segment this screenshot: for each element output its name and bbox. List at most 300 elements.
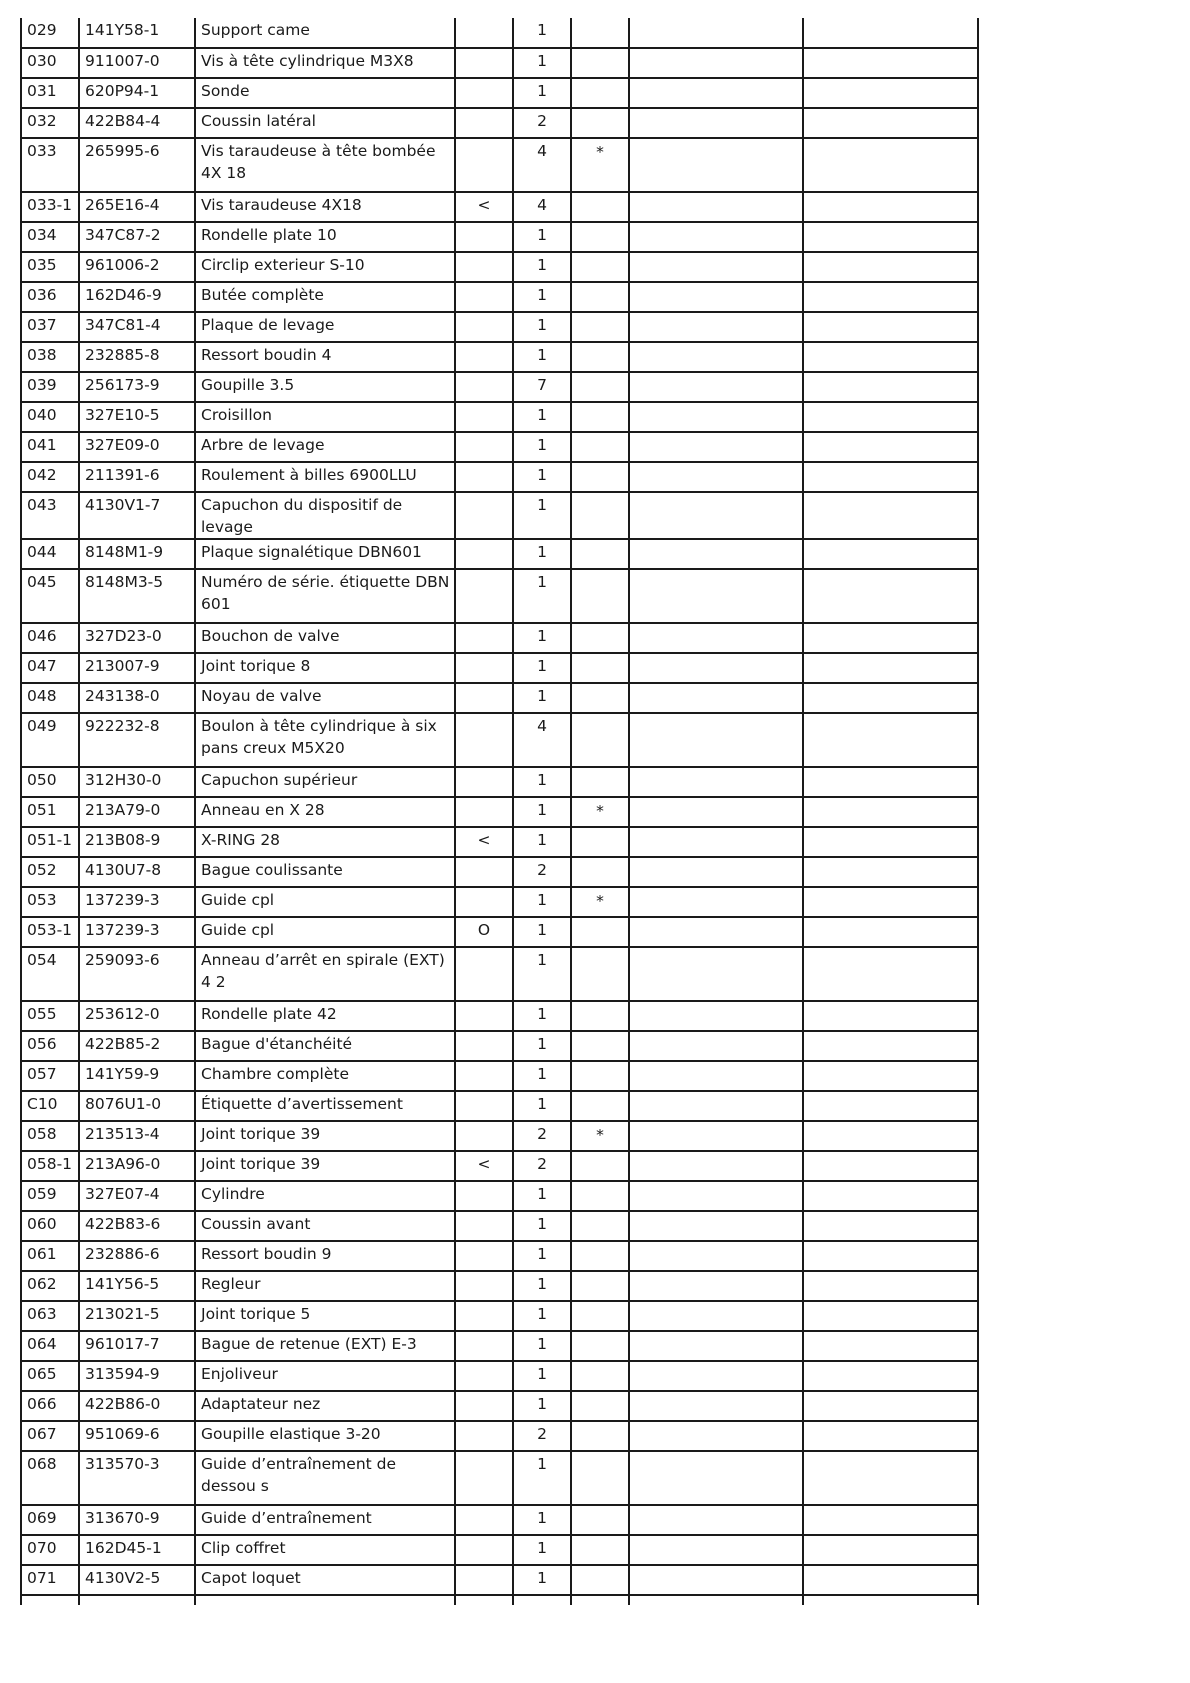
quantity-text: 2 bbox=[537, 1155, 547, 1173]
part-code-text: 232885-8 bbox=[85, 346, 160, 364]
quantity-text: 1 bbox=[537, 52, 547, 70]
remarks-text bbox=[635, 624, 802, 625]
remarks-cell bbox=[629, 713, 803, 767]
remarks-cell bbox=[803, 18, 978, 48]
part-description-text: Plaque de levage bbox=[201, 316, 335, 334]
continuation-cell bbox=[455, 1595, 513, 1605]
note-star-text bbox=[572, 1392, 628, 1394]
part-description-cell bbox=[195, 1391, 455, 1421]
note-star-cell bbox=[571, 1361, 629, 1391]
change-mark-text bbox=[456, 463, 512, 464]
part-description-cell bbox=[195, 1061, 455, 1091]
remarks-text bbox=[635, 768, 802, 769]
part-code-cell bbox=[79, 713, 195, 767]
note-star-text bbox=[572, 283, 628, 285]
part-number-cell bbox=[21, 18, 79, 48]
change-mark-cell bbox=[455, 372, 513, 402]
remarks-cell bbox=[803, 1151, 978, 1181]
note-star-text bbox=[572, 768, 628, 770]
remarks-cell bbox=[803, 797, 978, 827]
note-star-text bbox=[572, 1032, 628, 1034]
change-mark-cell bbox=[455, 432, 513, 462]
part-description-text: Plaque signalétique DBN601 bbox=[201, 543, 422, 561]
part-description-cell bbox=[195, 713, 455, 767]
part-description-cell bbox=[195, 18, 455, 48]
remarks-text bbox=[809, 1332, 977, 1333]
note-star-text bbox=[572, 1242, 628, 1244]
remarks-cell bbox=[803, 827, 978, 857]
quantity-cell bbox=[513, 222, 571, 252]
part-code-text: 313570-3 bbox=[85, 1455, 160, 1473]
table-row bbox=[21, 1001, 978, 1031]
quantity-text: 2 bbox=[537, 861, 547, 879]
note-star-cell bbox=[571, 402, 629, 432]
quantity-cell bbox=[513, 372, 571, 402]
note-star-text bbox=[572, 403, 628, 405]
remarks-text bbox=[635, 540, 802, 541]
note-star-text bbox=[572, 373, 628, 375]
part-description-cell bbox=[195, 653, 455, 683]
table-row bbox=[21, 192, 978, 222]
part-number-text: 056 bbox=[27, 1035, 57, 1053]
part-code-cell bbox=[79, 1091, 195, 1121]
continuation-cell bbox=[571, 1595, 629, 1605]
note-star-cell bbox=[571, 653, 629, 683]
note-star-cell bbox=[571, 1451, 629, 1505]
part-description-cell bbox=[195, 623, 455, 653]
part-description-text: Joint torique 39 bbox=[201, 1125, 321, 1143]
remarks-cell bbox=[803, 222, 978, 252]
remarks-cell bbox=[803, 492, 978, 539]
note-star-text bbox=[572, 540, 628, 542]
note-star-cell bbox=[571, 78, 629, 108]
remarks-text bbox=[809, 798, 977, 799]
part-number-cell bbox=[21, 713, 79, 767]
remarks-cell bbox=[803, 917, 978, 947]
table-row bbox=[21, 623, 978, 653]
remarks-text bbox=[635, 858, 802, 859]
part-description-text: Vis taraudeuse 4X18 bbox=[201, 196, 362, 214]
part-description-cell bbox=[195, 1181, 455, 1211]
remarks-cell bbox=[803, 1001, 978, 1031]
part-code-text: 265995-6 bbox=[85, 142, 160, 160]
table-row bbox=[21, 1361, 978, 1391]
remarks-cell bbox=[629, 827, 803, 857]
part-code-text: 961006-2 bbox=[85, 256, 160, 274]
quantity-cell bbox=[513, 342, 571, 372]
part-number-cell bbox=[21, 462, 79, 492]
quantity-cell bbox=[513, 857, 571, 887]
quantity-cell bbox=[513, 432, 571, 462]
part-code-cell bbox=[79, 78, 195, 108]
remarks-cell bbox=[803, 342, 978, 372]
part-description-cell bbox=[195, 827, 455, 857]
note-star-text bbox=[572, 1452, 628, 1454]
remarks-text bbox=[809, 1152, 977, 1153]
quantity-text: 1 bbox=[537, 496, 547, 514]
remarks-text bbox=[809, 139, 977, 140]
quantity-cell bbox=[513, 1121, 571, 1151]
quantity-cell bbox=[513, 192, 571, 222]
table-row bbox=[21, 887, 978, 917]
change-mark-text: < bbox=[477, 1155, 491, 1173]
remarks-text bbox=[635, 828, 802, 829]
remarks-text bbox=[809, 540, 977, 541]
note-star-text bbox=[572, 1566, 628, 1568]
change-mark-text bbox=[456, 283, 512, 284]
part-description-cell bbox=[195, 1211, 455, 1241]
change-mark-text bbox=[456, 49, 512, 50]
remarks-text bbox=[635, 918, 802, 919]
part-description-text: Guide d’entraînement bbox=[201, 1509, 372, 1527]
quantity-text: 1 bbox=[537, 1569, 547, 1587]
part-code-cell bbox=[79, 947, 195, 1001]
remarks-cell bbox=[629, 1535, 803, 1565]
part-number-cell bbox=[21, 947, 79, 1001]
remarks-text bbox=[809, 493, 977, 494]
remarks-text bbox=[809, 714, 977, 715]
change-mark-cell bbox=[455, 18, 513, 48]
change-mark-cell bbox=[455, 1391, 513, 1421]
quantity-cell bbox=[513, 1091, 571, 1121]
remarks-cell bbox=[803, 857, 978, 887]
change-mark-text bbox=[456, 1302, 512, 1303]
note-star-text bbox=[572, 1092, 628, 1094]
part-number-text: 061 bbox=[27, 1245, 57, 1263]
note-star-text: * bbox=[596, 143, 604, 161]
note-star-cell bbox=[571, 1271, 629, 1301]
part-number-text: 032 bbox=[27, 112, 57, 130]
remarks-cell bbox=[629, 1271, 803, 1301]
change-mark-text bbox=[456, 373, 512, 374]
quantity-cell bbox=[513, 917, 571, 947]
table-row bbox=[21, 797, 978, 827]
part-description-text: Enjoliveur bbox=[201, 1365, 278, 1383]
table-row bbox=[21, 1151, 978, 1181]
part-code-cell bbox=[79, 827, 195, 857]
change-mark-text bbox=[456, 343, 512, 344]
note-star-cell bbox=[571, 1181, 629, 1211]
part-code-cell bbox=[79, 1421, 195, 1451]
remarks-text bbox=[809, 1212, 977, 1213]
note-star-cell bbox=[571, 108, 629, 138]
part-number-cell bbox=[21, 342, 79, 372]
remarks-text bbox=[635, 433, 802, 434]
quantity-cell bbox=[513, 569, 571, 623]
quantity-cell bbox=[513, 887, 571, 917]
quantity-text: 1 bbox=[537, 1335, 547, 1353]
part-number-text: 058-1 bbox=[27, 1155, 73, 1173]
change-mark-cell bbox=[455, 713, 513, 767]
part-description-cell bbox=[195, 1241, 455, 1271]
remarks-text bbox=[809, 403, 977, 404]
quantity-text: 1 bbox=[537, 1275, 547, 1293]
part-code-cell bbox=[79, 1241, 195, 1271]
change-mark-text bbox=[456, 1032, 512, 1033]
part-number-text: 051-1 bbox=[27, 831, 73, 849]
part-number-cell bbox=[21, 887, 79, 917]
table-row bbox=[21, 1271, 978, 1301]
change-mark-cell bbox=[455, 857, 513, 887]
quantity-text: 1 bbox=[537, 1245, 547, 1263]
remarks-text bbox=[809, 1452, 977, 1453]
note-star-cell bbox=[571, 1331, 629, 1361]
table-row bbox=[21, 1331, 978, 1361]
table-row bbox=[21, 1535, 978, 1565]
part-number-cell bbox=[21, 108, 79, 138]
remarks-cell bbox=[629, 1211, 803, 1241]
part-number-cell bbox=[21, 683, 79, 713]
part-code-cell bbox=[79, 402, 195, 432]
part-description-text: Capuchon du dispositif de levage bbox=[201, 496, 403, 536]
remarks-cell bbox=[629, 252, 803, 282]
change-mark-cell bbox=[455, 48, 513, 78]
quantity-text: 2 bbox=[537, 1125, 547, 1143]
note-star-text bbox=[572, 1182, 628, 1184]
remarks-text bbox=[809, 1272, 977, 1273]
remarks-cell bbox=[803, 1505, 978, 1535]
remarks-text bbox=[809, 768, 977, 769]
part-description-cell bbox=[195, 947, 455, 1001]
part-number-text: 063 bbox=[27, 1305, 57, 1323]
part-description-cell bbox=[195, 797, 455, 827]
part-number-text: 045 bbox=[27, 573, 57, 591]
note-star-cell bbox=[571, 623, 629, 653]
quantity-cell bbox=[513, 252, 571, 282]
part-code-cell bbox=[79, 857, 195, 887]
change-mark-cell bbox=[455, 462, 513, 492]
remarks-cell bbox=[629, 1241, 803, 1271]
part-description-text: Adaptateur nez bbox=[201, 1395, 321, 1413]
note-star-text bbox=[572, 343, 628, 345]
remarks-text bbox=[635, 343, 802, 344]
remarks-cell bbox=[629, 282, 803, 312]
quantity-text: 1 bbox=[537, 256, 547, 274]
note-star-text bbox=[572, 463, 628, 465]
part-description-cell bbox=[195, 252, 455, 282]
remarks-text bbox=[635, 403, 802, 404]
part-number-text: 053 bbox=[27, 891, 57, 909]
note-star-cell bbox=[571, 432, 629, 462]
remarks-text bbox=[809, 1062, 977, 1063]
note-star-cell bbox=[571, 1241, 629, 1271]
part-code-text: 422B84-4 bbox=[85, 112, 161, 130]
quantity-cell bbox=[513, 1181, 571, 1211]
remarks-text bbox=[809, 654, 977, 655]
change-mark-cell bbox=[455, 1031, 513, 1061]
change-mark-text bbox=[456, 624, 512, 625]
quantity-text: 1 bbox=[537, 1065, 547, 1083]
table-row bbox=[21, 492, 978, 539]
quantity-text: 1 bbox=[537, 921, 547, 939]
part-number-text: 036 bbox=[27, 286, 57, 304]
part-number-cell bbox=[21, 1565, 79, 1595]
quantity-text: 4 bbox=[537, 196, 547, 214]
remarks-cell bbox=[629, 1565, 803, 1595]
change-mark-cell bbox=[455, 653, 513, 683]
quantity-text: 1 bbox=[537, 436, 547, 454]
remarks-cell bbox=[629, 492, 803, 539]
part-number-text: 039 bbox=[27, 376, 57, 394]
remarks-text bbox=[635, 1122, 802, 1123]
part-description-text: Arbre de levage bbox=[201, 436, 325, 454]
quantity-text: 1 bbox=[537, 1395, 547, 1413]
part-number-cell bbox=[21, 1121, 79, 1151]
table-row bbox=[21, 1301, 978, 1331]
remarks-cell bbox=[629, 138, 803, 192]
part-code-cell bbox=[79, 432, 195, 462]
part-description-text: Bouchon de valve bbox=[201, 627, 340, 645]
change-mark-cell bbox=[455, 623, 513, 653]
remarks-text bbox=[809, 253, 977, 254]
note-star-cell bbox=[571, 1121, 629, 1151]
quantity-cell bbox=[513, 1391, 571, 1421]
quantity-cell bbox=[513, 683, 571, 713]
part-description-cell bbox=[195, 1271, 455, 1301]
note-star-text bbox=[572, 109, 628, 111]
remarks-text bbox=[809, 1092, 977, 1093]
part-number-text: 038 bbox=[27, 346, 57, 364]
remarks-text bbox=[809, 343, 977, 344]
note-star-cell bbox=[571, 857, 629, 887]
remarks-text bbox=[635, 948, 802, 949]
part-code-cell bbox=[79, 1301, 195, 1331]
note-star-cell bbox=[571, 1505, 629, 1535]
part-code-text: 259093-6 bbox=[85, 951, 160, 969]
note-star-cell bbox=[571, 192, 629, 222]
remarks-cell bbox=[803, 1451, 978, 1505]
part-code-text: 4130V1-7 bbox=[85, 496, 161, 514]
note-star-cell bbox=[571, 797, 629, 827]
part-code-cell bbox=[79, 462, 195, 492]
remarks-text bbox=[635, 798, 802, 799]
change-mark-cell bbox=[455, 1121, 513, 1151]
remarks-cell bbox=[803, 192, 978, 222]
part-number-text: 033-1 bbox=[27, 196, 73, 214]
remarks-text bbox=[635, 1362, 802, 1363]
change-mark-text bbox=[456, 223, 512, 224]
remarks-text bbox=[635, 193, 802, 194]
table-row bbox=[21, 569, 978, 623]
quantity-cell bbox=[513, 462, 571, 492]
remarks-text bbox=[809, 1506, 977, 1507]
part-number-text: 054 bbox=[27, 951, 57, 969]
remarks-text bbox=[635, 223, 802, 224]
part-number-cell bbox=[21, 1181, 79, 1211]
remarks-cell bbox=[629, 1421, 803, 1451]
table-row bbox=[21, 108, 978, 138]
part-description-text: Butée complète bbox=[201, 286, 324, 304]
part-number-cell bbox=[21, 1151, 79, 1181]
remarks-cell bbox=[629, 887, 803, 917]
part-number-cell bbox=[21, 797, 79, 827]
table-row bbox=[21, 1031, 978, 1061]
part-description-cell bbox=[195, 1151, 455, 1181]
part-number-text: 057 bbox=[27, 1065, 57, 1083]
remarks-cell bbox=[629, 653, 803, 683]
part-description-text: Roulement à billes 6900LLU bbox=[201, 466, 417, 484]
remarks-text bbox=[809, 918, 977, 919]
part-number-text: 040 bbox=[27, 406, 57, 424]
part-code-cell bbox=[79, 1001, 195, 1031]
quantity-text: 1 bbox=[537, 82, 547, 100]
note-star-cell bbox=[571, 713, 629, 767]
remarks-cell bbox=[629, 1451, 803, 1505]
part-description-text: Joint torique 5 bbox=[201, 1305, 311, 1323]
note-star-cell bbox=[571, 1001, 629, 1031]
change-mark-text bbox=[456, 139, 512, 140]
part-code-cell bbox=[79, 1121, 195, 1151]
part-number-text: 031 bbox=[27, 82, 57, 100]
part-number-text: 064 bbox=[27, 1335, 57, 1353]
part-code-cell bbox=[79, 797, 195, 827]
remarks-cell bbox=[629, 1181, 803, 1211]
change-mark-cell bbox=[455, 1271, 513, 1301]
quantity-cell bbox=[513, 1061, 571, 1091]
change-mark-text bbox=[456, 79, 512, 80]
quantity-cell bbox=[513, 78, 571, 108]
quantity-cell bbox=[513, 827, 571, 857]
change-mark-text bbox=[456, 1362, 512, 1363]
parts-table-body bbox=[21, 18, 978, 1605]
change-mark-cell bbox=[455, 282, 513, 312]
remarks-cell bbox=[803, 1031, 978, 1061]
quantity-text: 1 bbox=[537, 801, 547, 819]
part-code-text: 422B83-6 bbox=[85, 1215, 161, 1233]
remarks-cell bbox=[629, 947, 803, 1001]
change-mark-cell bbox=[455, 767, 513, 797]
quantity-text: 1 bbox=[537, 346, 547, 364]
quantity-cell bbox=[513, 1535, 571, 1565]
part-description-text: Bague coulissante bbox=[201, 861, 343, 879]
note-star-cell bbox=[571, 372, 629, 402]
remarks-cell bbox=[803, 1535, 978, 1565]
table-row bbox=[21, 222, 978, 252]
part-code-text: 213A96-0 bbox=[85, 1155, 161, 1173]
remarks-text bbox=[635, 283, 802, 284]
part-description-text: Anneau en X 28 bbox=[201, 801, 325, 819]
part-description-cell bbox=[195, 569, 455, 623]
note-star-cell bbox=[571, 48, 629, 78]
change-mark-cell bbox=[455, 1241, 513, 1271]
remarks-text bbox=[635, 1332, 802, 1333]
continuation-cell bbox=[21, 1595, 79, 1605]
remarks-cell bbox=[629, 192, 803, 222]
part-code-text: 422B86-0 bbox=[85, 1395, 161, 1413]
part-description-text: Bague de retenue (EXT) E-3 bbox=[201, 1335, 417, 1353]
part-code-text: 211391-6 bbox=[85, 466, 160, 484]
remarks-text bbox=[635, 463, 802, 464]
table-row-continuation bbox=[21, 1595, 978, 1605]
part-description-text: Chambre complète bbox=[201, 1065, 349, 1083]
table-row bbox=[21, 713, 978, 767]
part-code-text: 141Y59-9 bbox=[85, 1065, 160, 1083]
remarks-text bbox=[635, 1002, 802, 1003]
remarks-cell bbox=[803, 713, 978, 767]
note-star-text bbox=[572, 18, 628, 20]
table-row bbox=[21, 402, 978, 432]
part-code-cell bbox=[79, 1451, 195, 1505]
quantity-text: 1 bbox=[537, 406, 547, 424]
part-code-text: 4130U7-8 bbox=[85, 861, 162, 879]
quantity-text: 1 bbox=[537, 1005, 547, 1023]
remarks-text bbox=[635, 888, 802, 889]
part-number-text: 035 bbox=[27, 256, 57, 274]
part-description-cell bbox=[195, 492, 455, 539]
part-code-text: 243138-0 bbox=[85, 687, 160, 705]
quantity-cell bbox=[513, 623, 571, 653]
part-number-cell bbox=[21, 1421, 79, 1451]
